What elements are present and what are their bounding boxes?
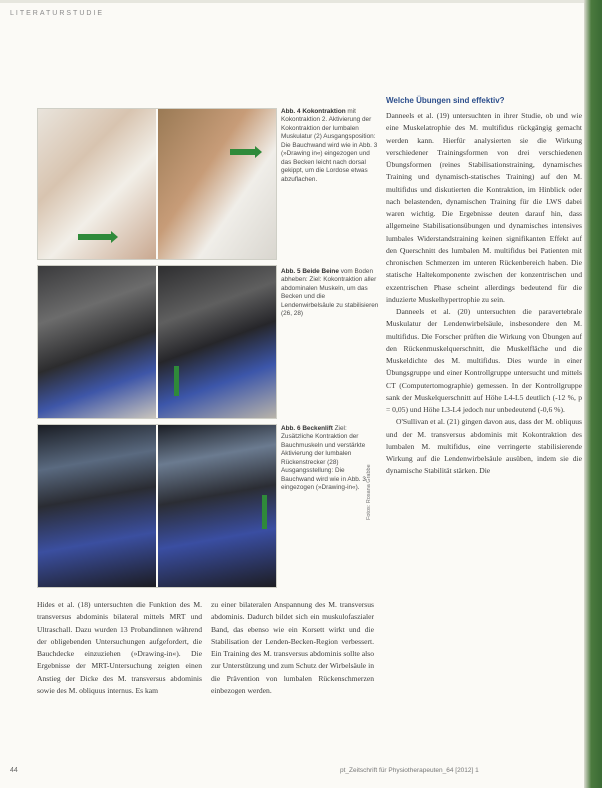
page-top-edge — [0, 0, 584, 3]
caption-fig6-title: Beckenlift — [302, 425, 333, 432]
arrow-fig5 — [174, 366, 179, 396]
photo-fig5 — [37, 265, 277, 419]
photo-fig6 — [37, 424, 277, 588]
journal-footer: pt_Zeitschrift für Physiotherapeuten_64 [2012] 1 — [340, 767, 479, 774]
arrow-fig4-right — [230, 149, 256, 155]
right-paragraph-2: Danneels et al. (20) untersuchten die paravertebrale Muskulatur der Lendenwirbelsäule, insbesondere den M. multifidus. Die Forscher prüften die Wirkung von Übungen auf den Rückenmuskelquerschnitt, die Muskelfläche und die Muskeldichte des M. multifidus. Dies wurde in einer Übungsgruppe und einer Kontrollgruppe untersucht und mittels CT (Computertomographie) gemessen. In der Kontrollgruppe sank der Muskelquerschnitt auf Höhe L4-L5 deutlich (-12 %, p = 0,05) und Höhe L3-L4 jedoch nur unbedeutend (-0,6 %). — [386, 307, 582, 414]
caption-fig4-label: Abb. 4 — [281, 108, 301, 115]
running-title: LITERATURSTUDIE — [10, 10, 105, 17]
right-column — [386, 110, 582, 760]
page-right-edge — [584, 0, 602, 788]
page-number: 44 — [10, 767, 18, 774]
bottom-left-column — [37, 599, 202, 749]
photo-fig4 — [37, 108, 277, 260]
photo-fig6-left — [38, 425, 156, 587]
photo-fig4-right — [158, 109, 276, 259]
caption-fig4 — [281, 108, 379, 184]
caption-fig5-text: vom Boden abheben: Ziel: Kokontraktion aller abdominalen Muskeln, um das Becken und die Lendenwirbelsäule zu stabilisieren (26, 28) — [281, 268, 379, 318]
photo-fig6-right — [158, 425, 276, 587]
caption-fig5-title: Beide Beine — [302, 268, 339, 275]
photo-credit: Fotos: Rosana Grabbe — [366, 464, 372, 520]
caption-fig6-text: Ziel: Zusätzliche Kontraktion der Bauchmuskeln und verstärkte Aktivierung der lumbalen Rückenstrecker (28) Ausgangsstellung: Die Bauchwand wird wie in Abb. 3 eingezogen (»Drawing-in«). — [281, 425, 366, 492]
caption-fig6 — [281, 425, 379, 493]
arrow-fig6 — [262, 495, 267, 529]
caption-fig4-text: mit Kokontraktion 2. Aktivierung der Kokontraktion der lumbalen Muskulatur (2) Ausgangsposition: Die Bauchwand wird wie in Abb. 3 (»Drawing in«) eingezogen und das Becken leicht nach dorsal gekippt, um die Lordose etwas abzuflachen. — [281, 108, 378, 183]
caption-fig5 — [281, 268, 379, 319]
right-paragraph-1: Danneels et al. (19) untersuchten in ihrer Studie, ob und wie eine Muskelatrophie des M. multifidus rückgängig gemacht werden kann. Hierfür analysierten sie die Wirkung verschiedener Trainingsformen von drei verschiedenen Übungsformen (reines Stabilisationstraining, dynamisches Training und dynamisch-statisches Training) auf den M. multifidus und diskutierten die Kontraktion, im Hinblick oder nach belastenden, dynamischen Training für die LWS dabei waren wichtig. Die Ergebnisse deuten darauf hin, dass allgemeine Stabilisationsübungen und dynamisches intensives lumbales Widerstandstraining keinen signifikanten Effekt auf den Querschnitt des lumbalen M. multifidus bei Patienten mit chronischen Schmerzen im unteren Rückenbereich haben. Die statische Haltekomponente zwischen der konzentrischen und exzentrischen Phase scheint allerdings bedeutend für die induzierte Muskelhypertrophie zu sein. — [386, 111, 582, 304]
right-paragraph-3: O'Sullivan et al. (21) gingen davon aus, dass der M. obliquus und der M. transversus abdominis mit Kokontraktion des lumbalen M. multifidus, eine verringerte stabilisierende Wirkung auf die Lendenwirbelsäule ausüben, indem sie die dynamische Stabilität stärken. Die — [386, 417, 582, 476]
bottom-middle-column — [211, 599, 374, 749]
photo-fig5-left — [38, 266, 156, 418]
bottom-middle-paragraph: zu einer bilateralen Anspannung des M. transversus abdominis. Dadurch bildet sich ein muskulofaszialer Band, das ebenso wie ein Korsett wirkt und die Stabilisation der Lenden-Becken-Region verbessert. Ein Training des M. transversus abdominis sollte also zur Unterstützung und zum Schutz der Wirbelsäule in die Prävention von lumbalen Rückenschmerzen einbezogen werden. — [211, 600, 374, 695]
arrow-fig4-left — [78, 234, 112, 240]
section-heading: Welche Übungen sind effektiv? — [386, 96, 505, 105]
caption-fig5-label: Abb. 5 — [281, 268, 301, 275]
caption-fig6-label: Abb. 6 — [281, 425, 301, 432]
caption-fig4-title: Kokontraktion — [302, 108, 346, 115]
bottom-left-paragraph: Hides et al. (18) untersuchten die Funktion des M. transversus abdominis bilateral mittels MRT und Ultraschall. Dazu wurden 13 Probandinnen während der obligebenden Untersuchungen aufgefordert, die Bauchdecke einzuziehen (»Drawing-in«). Die Ergebnisse der MRT-Untersuchung zeigten einen Anstieg der Dicke des M. transversus abdominis sowie des M. obliquus internus. Es kam — [37, 600, 202, 695]
